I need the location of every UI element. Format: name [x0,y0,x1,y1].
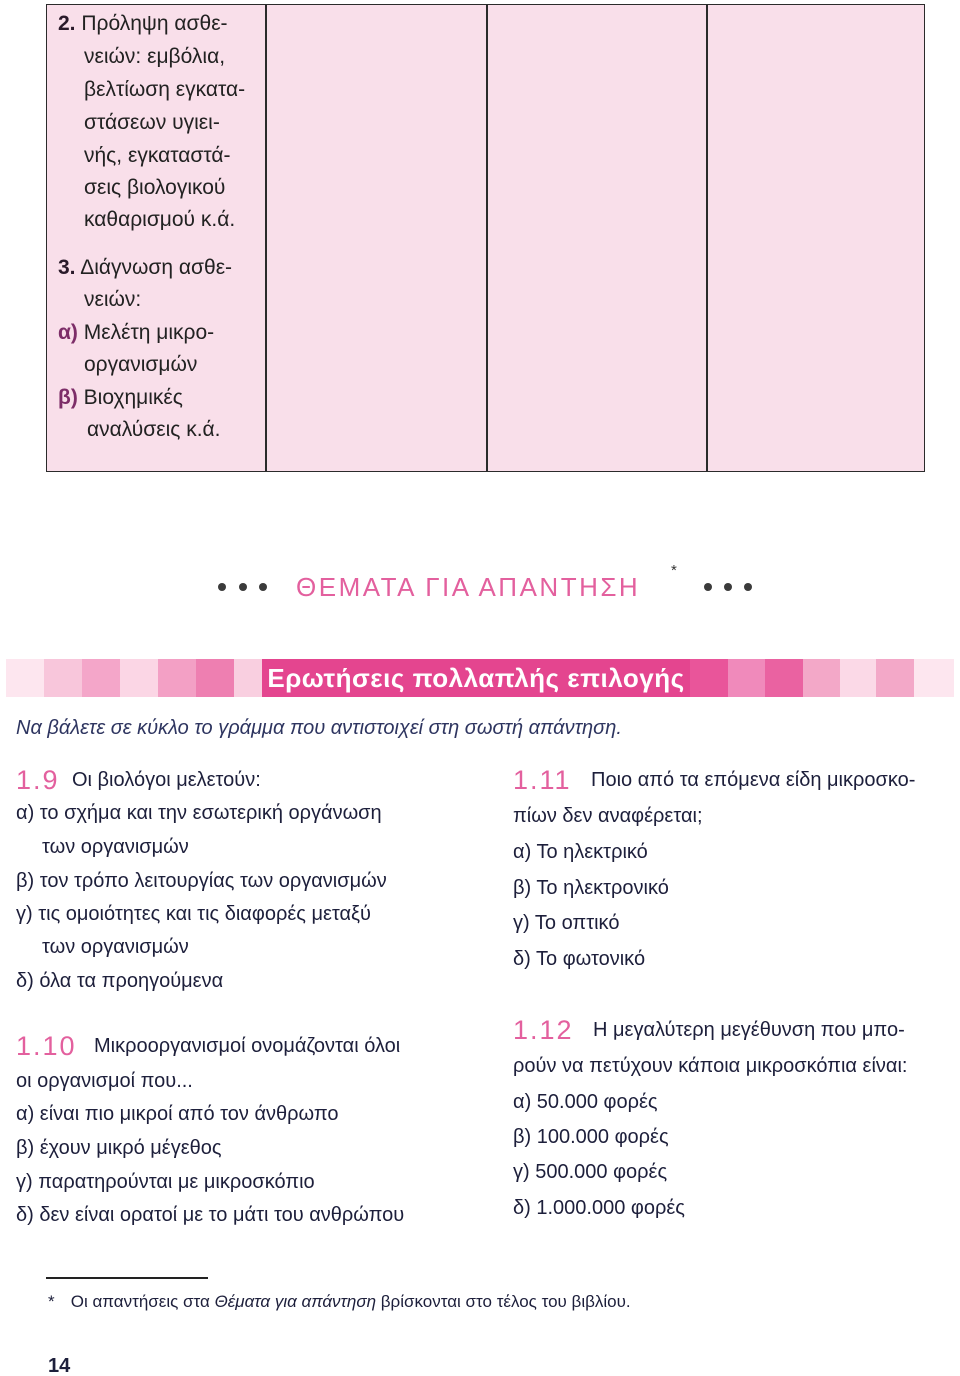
question-text-continued: ρούν να πετύχουν κάποια μικροσκόπια είναι: [513,1055,908,1077]
footnote [48,1291,631,1313]
answer-option [16,1170,315,1194]
option-letter: β) [16,1137,35,1159]
list-number: 2. [58,12,76,35]
option-letter: α) [513,841,532,863]
heading-footnote-marker: * [671,562,677,579]
table-line: σεις βιολογικού [84,176,226,199]
option-letter: δ) [513,948,531,970]
answer-option [513,1090,658,1114]
banner-stripe [196,659,234,697]
answer-option [513,911,619,935]
page-number: 14 [48,1355,71,1376]
option-letter: α) [16,1103,35,1125]
question-text: Ποιο από τα επόμενα είδη μικροσκο- [591,769,916,791]
footnote-divider [46,1277,208,1279]
table-cell-2 [267,5,487,471]
option-text: τον τρόπο λειτουργίας των οργανισμών [39,870,387,892]
option-text-continued: των οργανισμών [42,836,189,858]
option-text: Το ηλεκτρονικό [536,877,669,899]
table-text: Πρόληψη ασθε- [81,12,228,35]
option-letter: β) [513,1126,532,1148]
banner-stripe [765,659,803,697]
list-letter: α) [58,321,78,344]
option-text: 100.000 φορές [536,1126,669,1148]
banner-title: Ερωτήσεις πολλαπλής επιλογής [267,663,685,693]
option-text: το σχήμα και την εσωτερική οργάνωση [39,802,382,824]
question-number: 1.10 [16,1031,77,1061]
banner-stripe [82,659,120,697]
option-text: έχουν μικρό μέγεθος [39,1137,222,1159]
option-letter: β) [16,870,35,892]
banner-stripe [120,659,158,697]
footnote-text: βρίσκονται στο τέλος του βιβλίου. [380,1292,631,1311]
option-text: Το οπτικό [534,912,620,934]
answer-option [513,1196,685,1220]
option-text: τις ομοιότητες και τις διαφορές μεταξύ [38,903,371,925]
bullet-dot-icon [704,583,712,591]
option-text: Το φωτονικό [536,948,646,970]
footnote-marker: * [48,1292,55,1311]
question-text: Μικροοργανισμοί ονομάζονται όλοι [94,1035,401,1057]
table-line: οργανισμών [84,353,198,376]
banner-stripe [728,659,765,697]
table-text: Βιοχημικές [83,386,183,409]
answer-option [513,840,648,864]
banner-title-block [262,659,690,697]
table-text: Μελέτη μικρο- [83,321,215,344]
question-text: Η μεγαλύτερη μεγέθυνση που μπο- [593,1019,905,1041]
answer-option [16,902,371,926]
question-number: 1.9 [16,765,60,795]
banner-stripe [690,659,728,697]
table-line [58,321,214,345]
question-text-continued: πίων δεν αναφέρεται; [513,805,703,827]
answer-option [513,947,645,971]
option-text: όλα τα προηγούμενα [39,970,224,992]
answer-option [16,1203,404,1227]
table-line: καθαρισμού κ.ά. [84,208,236,231]
table-line [58,256,232,280]
option-letter: γ) [513,1161,530,1183]
banner-stripe [6,659,44,697]
table-line: βελτίωση εγκατα- [84,78,246,101]
option-letter: α) [513,1091,532,1113]
table-text: Διάγνωση ασθε- [80,256,233,279]
answer-option [16,1102,338,1126]
bullet-dot-icon [724,583,732,591]
table-line: νειών: [84,288,142,311]
option-letter: γ) [513,912,530,934]
option-text: 50.000 φορές [536,1091,658,1113]
option-text: 500.000 φορές [535,1161,668,1183]
bullet-dot-icon [259,583,267,591]
bullet-dot-icon [744,583,752,591]
banner-stripe [914,659,954,697]
option-letter: γ) [16,903,33,925]
option-text: παρατηρούνται με μικροσκόπιο [38,1171,315,1193]
option-text: είναι πιο μικροί από τον άνθρωπο [39,1103,339,1125]
table-line [58,386,183,410]
instruction-text: Να βάλετε σε κύκλο το γράμμα που αντιστοιχεί στη σωστή απάντηση. [16,717,622,739]
answer-option [16,869,387,893]
table-line [58,12,228,36]
option-text-continued: των οργανισμών [42,936,189,958]
option-letter: δ) [513,1197,531,1219]
banner-stripe [234,659,262,697]
section-banner [0,659,960,697]
table-line: νής, εγκαταστά- [84,144,231,167]
option-letter: δ) [16,1204,34,1226]
question-number: 1.11 [513,765,572,795]
table-line: στάσεων υγιει- [84,111,220,134]
banner-stripe [876,659,914,697]
option-letter: γ) [16,1171,33,1193]
list-letter: β) [58,386,78,409]
option-text: 1.000.000 φορές [536,1197,685,1219]
answer-option [513,876,669,900]
answer-option [16,1136,222,1160]
answer-option [16,969,223,993]
option-text: δεν είναι ορατοί με το μάτι του ανθρώπου [39,1204,405,1226]
question-text-continued: οι οργανισμοί που... [16,1070,193,1092]
question-number: 1.12 [513,1015,574,1045]
table-cell-4 [708,5,924,471]
question-text: Οι βιολόγοι μελετούν: [72,769,261,791]
bullet-dot-icon [218,583,226,591]
footnote-text: Οι απαντήσεις στα [70,1292,210,1311]
answer-option [16,801,382,825]
footnote-italic-text: Θέματα για απάντηση [214,1292,377,1311]
banner-stripe [803,659,840,697]
table-line: αναλύσεις κ.ά. [87,418,221,441]
table-cell-3 [488,5,707,471]
section-heading: ΘΕΜΑΤΑ ΓΙΑ ΑΠΑΝΤΗΣΗ [296,572,641,602]
answer-option [513,1160,667,1184]
option-letter: δ) [16,970,34,992]
banner-stripe [840,659,876,697]
option-letter: β) [513,877,532,899]
option-letter: α) [16,802,35,824]
banner-stripe [158,659,196,697]
banner-stripe [44,659,82,697]
bullet-dot-icon [239,583,247,591]
option-text: Το ηλεκτρικό [536,841,648,863]
table-line: νειών: εμβόλια, [84,45,226,68]
answer-option [513,1125,669,1149]
list-number: 3. [58,256,76,279]
